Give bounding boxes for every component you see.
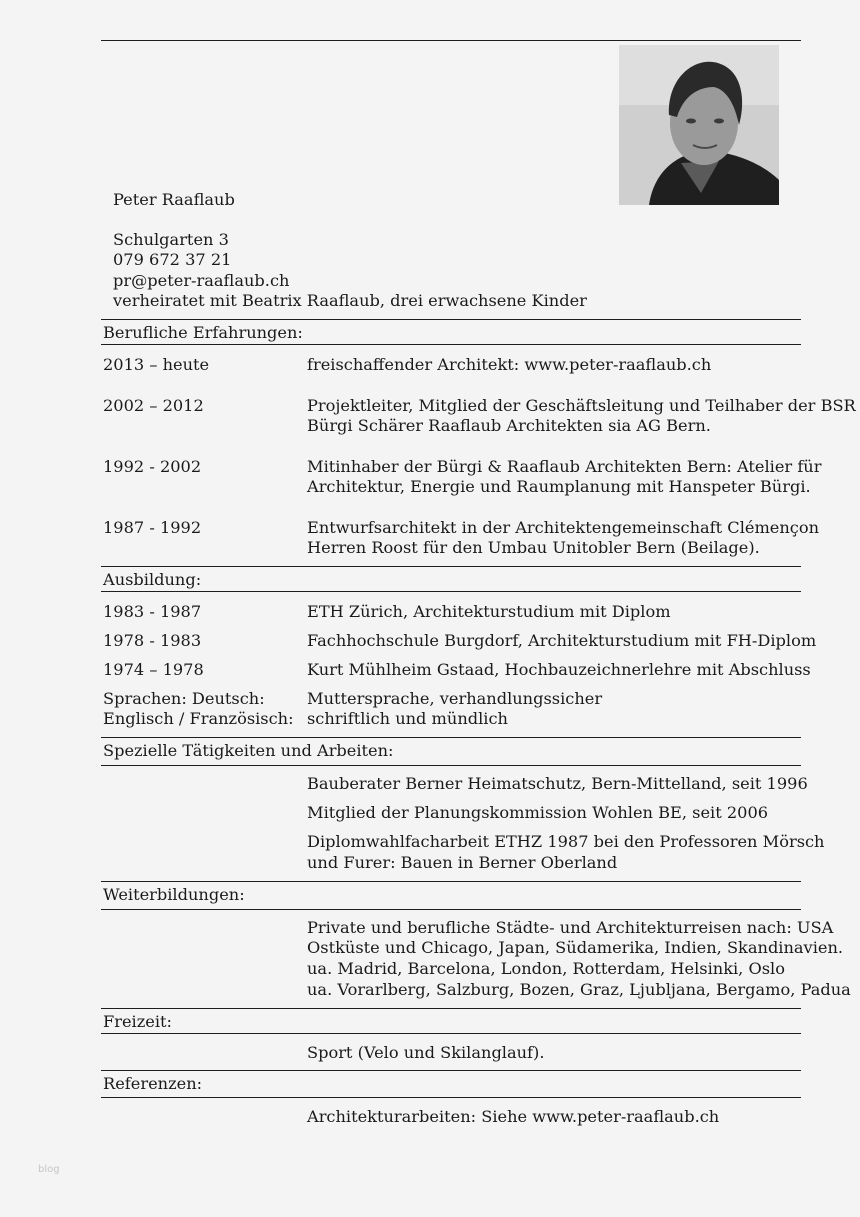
- portrait-photo: [619, 45, 779, 205]
- description-line: Entwurfsarchitekt in der Architektengemeinschaft Clémençon: [307, 518, 820, 537]
- section-title-weiterbildungen: Weiterbildungen:: [103, 885, 245, 904]
- section-rule: [101, 1070, 801, 1071]
- activity-line: und Furer: Bauen in Berner Oberland: [307, 853, 618, 872]
- travel-line: ua. Madrid, Barcelona, London, Rotterdam, Helsinki, Oslo: [307, 959, 785, 978]
- family-status: verheiratet mit Beatrix Raaflaub, drei erwachsene Kinder: [113, 291, 587, 310]
- section-rule: [101, 1008, 801, 1009]
- section-title-berufliche: Berufliche Erfahrungen:: [103, 323, 303, 342]
- section-rule: [101, 1033, 801, 1034]
- description-line: Herren Roost für den Umbau Unitobler Bern (Beilage).: [307, 538, 760, 557]
- section-rule: [101, 909, 801, 910]
- languages-label: Sprachen: Deutsch:: [103, 689, 265, 708]
- languages-label: Englisch / Französisch:: [103, 709, 294, 728]
- period: 2002 – 2012: [103, 396, 204, 415]
- section-rule: [101, 319, 801, 320]
- activity-line: Diplomwahlfacharbeit ETHZ 1987 bei den Professoren Mörsch: [307, 832, 825, 851]
- section-title-referenzen: Referenzen:: [103, 1074, 203, 1093]
- section-title-speziell: Spezielle Tätigkeiten und Arbeiten:: [103, 741, 394, 760]
- description-line: Architektur, Energie und Raumplanung mit Hanspeter Bürgi.: [307, 477, 811, 496]
- description-line: Projektleiter, Mitglied der Geschäftsleitung und Teilhaber der BSR: [307, 396, 856, 415]
- freizeit-text: Sport (Velo und Skilanglauf).: [307, 1043, 545, 1062]
- name: Peter Raaflaub: [113, 190, 235, 209]
- section-rule: [101, 881, 801, 882]
- travel-line: ua. Vorarlberg, Salzburg, Bozen, Graz, Ljubljana, Bergamo, Padua: [307, 980, 851, 999]
- period: 1978 - 1983: [103, 631, 202, 650]
- address: Schulgarten 3: [113, 230, 229, 249]
- watermark: blog: [38, 1164, 60, 1175]
- section-rule: [101, 344, 801, 345]
- description-line: Kurt Mühlheim Gstaad, Hochbauzeichnerlehre mit Abschluss: [307, 660, 811, 679]
- period: 1987 - 1992: [103, 518, 202, 537]
- period: 1983 - 1987: [103, 602, 202, 621]
- section-rule: [101, 1097, 801, 1098]
- description-line: Fachhochschule Burgdorf, Architekturstudium mit FH-Diplom: [307, 631, 817, 650]
- activity-line: Bauberater Berner Heimatschutz, Bern-Mittelland, seit 1996: [307, 774, 808, 793]
- email: pr@peter-raaflaub.ch: [113, 271, 290, 290]
- section-rule: [101, 737, 801, 738]
- period: 1974 – 1978: [103, 660, 204, 679]
- phone: 079 672 37 21: [113, 250, 232, 269]
- period: 2013 – heute: [103, 355, 210, 374]
- period: 1992 - 2002: [103, 457, 202, 476]
- section-rule: [101, 591, 801, 592]
- section-title-freizeit: Freizeit:: [103, 1012, 172, 1031]
- section-rule: [101, 765, 801, 766]
- travel-line: Ostküste und Chicago, Japan, Südamerika, Indien, Skandinavien.: [307, 938, 844, 957]
- description-line: Bürgi Schärer Raaflaub Architekten sia AG Bern.: [307, 416, 711, 435]
- description-line: Mitinhaber der Bürgi & Raaflaub Architekten Bern: Atelier für: [307, 457, 822, 476]
- languages-value: schriftlich und mündlich: [307, 709, 508, 728]
- travel-line: Private und berufliche Städte- und Architekturreisen nach: USA: [307, 918, 834, 937]
- activity-line: Mitglied der Planungskommission Wohlen BE, seit 2006: [307, 803, 769, 822]
- description-line: ETH Zürich, Architekturstudium mit Diplom: [307, 602, 671, 621]
- top-rule: [101, 40, 801, 41]
- section-title-ausbildung: Ausbildung:: [103, 570, 202, 589]
- description-line: freischaffender Architekt: www.peter-raaflaub.ch: [307, 355, 712, 374]
- referenzen-text: Architekturarbeiten: Siehe www.peter-raaflaub.ch: [307, 1107, 720, 1126]
- section-rule: [101, 566, 801, 567]
- languages-value: Muttersprache, verhandlungssicher: [307, 689, 603, 708]
